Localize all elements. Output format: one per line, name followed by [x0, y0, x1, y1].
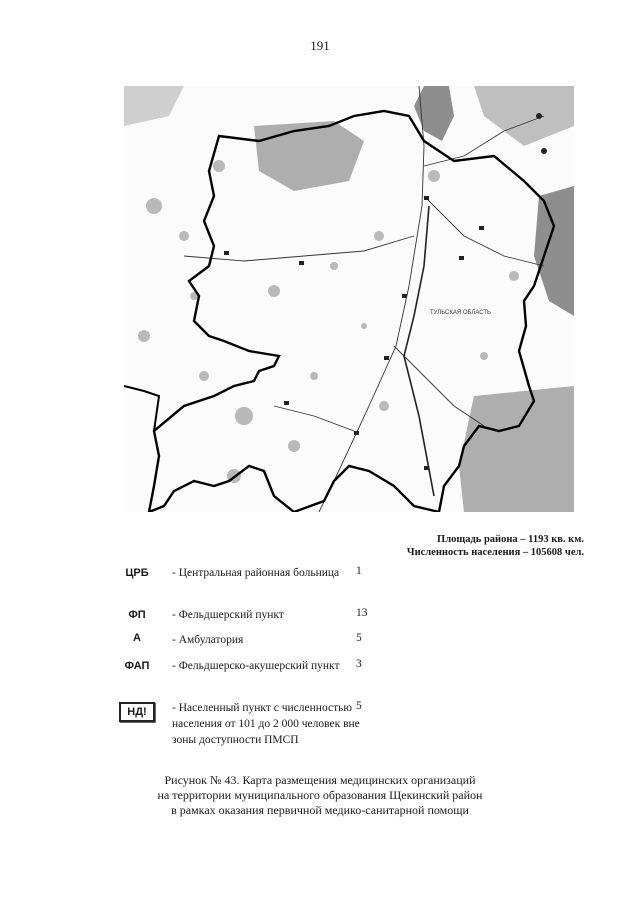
caption-line: Рисунок № 43. Карта размещения медицинских организаций [164, 773, 476, 787]
district-map [124, 86, 574, 512]
population-text: Численность населения – 105608 чел. [406, 547, 584, 558]
legend-description: - Центральная районная больница [172, 567, 340, 579]
legend-symbol: ФАП [124, 660, 150, 672]
legend-symbol: ЦРБ [125, 567, 149, 579]
legend-description: - Фельдшерско-акушерский пункт [172, 660, 340, 672]
area-text: Площадь района – 1193 кв. км. [437, 534, 584, 545]
legend-row-a [112, 632, 412, 658]
legend [112, 565, 412, 770]
page-number: 191 [310, 38, 330, 53]
legend-description: - Фельдшерский пункт [172, 609, 284, 621]
map-canvas [124, 86, 574, 512]
outer-boundary [124, 386, 159, 431]
legend-description: - Населенный пункт с численностью населения от 101 до 2 000 человек вне зоны доступности ПМСП [172, 702, 360, 746]
legend-symbol: ФП [128, 609, 146, 621]
legend-count: 13 [356, 607, 368, 619]
legend-count: 1 [356, 565, 362, 577]
caption-line: на территории муниципального образования Щекинский район [157, 788, 483, 802]
legend-count: 5 [356, 700, 362, 712]
legend-count: 5 [356, 632, 362, 644]
railway [404, 206, 434, 496]
forest-area [534, 186, 574, 316]
caption-line: в рамках оказания первичной медико-санитарной помощи [171, 803, 469, 817]
legend-row-fap [112, 658, 412, 700]
legend-row-fp [112, 607, 412, 632]
legend-row-crb [112, 565, 412, 607]
legend-symbol: А [133, 632, 141, 644]
legend-symbol: НД! [119, 702, 154, 722]
forest-area [459, 386, 574, 512]
legend-count: 3 [356, 658, 362, 670]
region-label: ТУЛЬСКАЯ ОБЛАСТЬ [430, 310, 491, 316]
legend-description: - Амбулатория [172, 634, 244, 646]
forest-area [474, 86, 574, 146]
figure-caption [0, 773, 640, 818]
forest-area [124, 86, 184, 126]
legend-symbol-box [112, 702, 162, 722]
district-stats [407, 533, 584, 559]
forest-area [254, 121, 364, 191]
legend-row-nd [112, 700, 412, 770]
